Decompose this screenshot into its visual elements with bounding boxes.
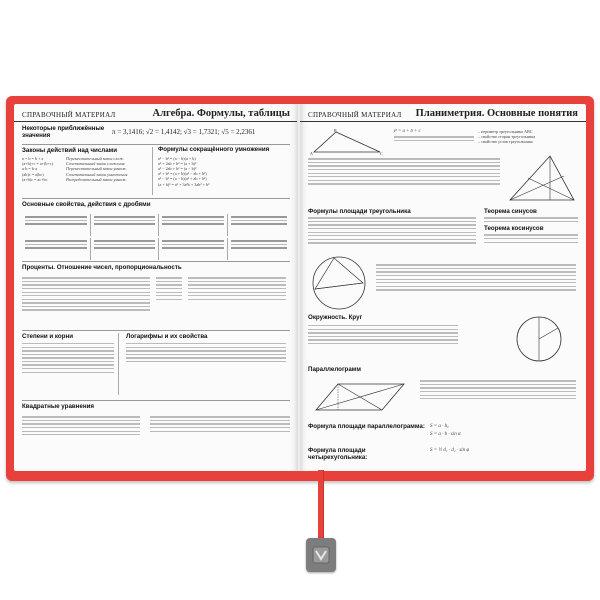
triangle-note: – периметр треугольника ABC <box>478 129 533 134</box>
quadratic-block <box>22 403 290 438</box>
divider <box>22 144 290 145</box>
left-page <box>14 104 298 471</box>
identity-line: (a + b)³ = a³ + 3a²b + 3ab² + b³ <box>158 181 210 187</box>
sines-block <box>484 208 578 245</box>
svg-text:B: B <box>334 128 337 133</box>
bookmark-ribbon[interactable] <box>318 470 324 544</box>
parallelogram-title: Параллелограмм <box>308 366 361 373</box>
svg-text:A: A <box>310 151 313 156</box>
triangle-note: – свойство углов треугольника <box>478 139 533 145</box>
law-line: Сочетательный закон умножения <box>66 171 128 177</box>
area-triangle-block <box>308 208 476 246</box>
circle-triangle-lines <box>376 262 576 293</box>
quad-area-title: Формула площади четырехугольника: <box>308 447 368 461</box>
triangle-perimeter: P = a + b + c <box>394 129 421 134</box>
approx-values-block <box>22 125 290 139</box>
quadratic-title: Квадратные уравнения <box>22 403 95 410</box>
cosines-title: Теорема косинусов <box>484 225 544 233</box>
sines-title: Теорема синусов <box>484 208 537 215</box>
parallelogram-diagram <box>312 380 408 414</box>
left-page-label: СПРАВОЧНЫЙ МАТЕРИАЛ <box>22 111 116 119</box>
par-area-title: Формула площади параллелограмма: <box>308 423 425 430</box>
approx-values: π = 3,1416; √2 = 1,4142; √3 = 1,7321; √5 = 2,2361 <box>112 128 256 136</box>
circle-diagram <box>514 314 564 364</box>
quad-area-block <box>308 447 469 461</box>
right-page-title: Планиметрия. Основные понятия <box>415 108 578 119</box>
left-page-title: Алгебра. Формулы, таблицы <box>152 108 290 119</box>
bookmark-tag[interactable] <box>306 538 336 572</box>
inscribed-triangle-diagram <box>310 254 368 312</box>
right-page-label: СПРАВОЧНЫЙ МАТЕРИАЛ <box>308 111 402 119</box>
area-triangle-title: Формулы площади треугольника <box>308 208 411 215</box>
identity-line: a³ − b³ = (a − b)(a² + ab + b²) <box>158 176 207 182</box>
identity-line: a² + 2ab + b² = (a + b)² <box>158 160 197 166</box>
parallelogram-lines <box>420 378 576 402</box>
laws-identities-block: Законы действий над числами a + b = b + a (a+b)+c = a+(b+c) a·b = b·a (ab)c = a(bc) (a+b)c = ac+bc Переместительный закон слож. Сочетательный закон сложения Переместительный закон умнож. Сочетательный закон умножения Распределительный закон умнож. Формулы сокращённого умножения a² − b² = (a − b)(a + b) a² + 2ab + b² = (a + b)² a² − 2ab + b² = (a − b)² a³ + b³ = (a + b)(a² − ab + b²) a³ − b³ = (a − b)(a² + ab + b²) (a + b)³ = a³ + 3a²b + 3ab² + b³ <box>22 147 290 187</box>
identity-line: a³ + b³ = (a + b)(a² − ab + b²) <box>158 171 207 177</box>
triangle-lines-block <box>308 156 500 187</box>
par-area-formula: S = a · b · sin α <box>430 432 461 437</box>
identities-title: Формулы сокращённого умножения <box>158 146 270 153</box>
proportion-block <box>22 264 290 313</box>
triangle-altitudes-diagram <box>506 152 578 204</box>
laws-title: Законы действий над числами <box>22 147 118 154</box>
approx-values-title: Некоторые приближённые значения <box>22 125 105 139</box>
right-page <box>300 104 586 471</box>
law-line: Переместительный закон умнож. <box>66 166 127 172</box>
circle-block <box>308 314 458 346</box>
powers-title: Степени и корни <box>22 333 74 340</box>
fractions-title: Основные свойства, действия с дробями <box>22 201 151 208</box>
proportion-title: Проценты. Отношение чисел, пропорциональность <box>22 264 182 271</box>
svg-text:C: C <box>380 151 383 156</box>
parallelogram-area-block <box>308 423 461 439</box>
circle-title: Окружность. Круг <box>308 314 363 321</box>
law-line: Распределительный закон умнож. <box>66 176 127 182</box>
triangle-note: – свойство сторон треугольника <box>478 134 536 140</box>
triangle-diagram <box>310 128 386 156</box>
law-line: Переместительный закон слож. <box>66 156 125 161</box>
left-page-header <box>14 104 298 122</box>
quad-area-formula: S = ½ d₁ · d₂ · sin φ <box>430 448 470 453</box>
powers-logs-block <box>22 333 290 375</box>
fractions-block <box>22 201 290 260</box>
identity-line: a² − 2ab + b² = (a − b)² <box>158 165 197 171</box>
v-logo-icon <box>312 546 330 564</box>
par-area-formula: S = a · hₐ <box>430 424 449 429</box>
identity-line: a² − b² = (a − b)(a + b) <box>158 155 196 161</box>
logs-title: Логарифмы и их свойства <box>126 333 208 340</box>
right-page-header <box>300 104 586 122</box>
law-line: Сочетательный закон сложения <box>66 161 125 167</box>
